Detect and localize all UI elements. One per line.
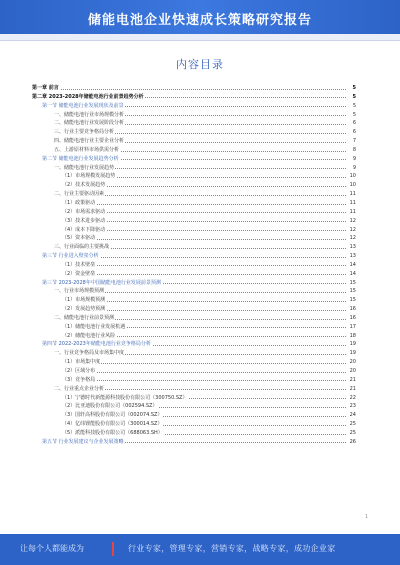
toc-entry-label: （3）国轩高科股份有限公司（002074.SZ）: [62, 412, 163, 419]
toc-entry[interactable]: [32, 119, 356, 128]
toc-entry-page: 5: [347, 84, 356, 93]
toc-entry-label: （5）资本驱动: [62, 235, 96, 242]
toc-entry-label: （4）亿纬锂能股份有限公司（300014.SZ）: [62, 421, 163, 428]
toc-entry[interactable]: [32, 323, 356, 332]
toc-entry[interactable]: [32, 376, 356, 385]
toc-entry-label: （3）技术进步驱动: [62, 217, 106, 224]
toc-entry-label: 三、行业面临的主要挑战: [54, 244, 110, 251]
toc-entry-label: 二、储能电池行业发展阶段分析: [54, 120, 125, 127]
toc-entry-label: 三、行业主要竞争格局分析: [54, 129, 115, 136]
toc-entry-label: （2）市场需求驱动: [62, 208, 106, 215]
toc-entry-page: 22: [347, 394, 356, 403]
toc-leader-dots: [32, 89, 346, 90]
toc-entry[interactable]: [32, 181, 356, 190]
toc-entry[interactable]: [32, 349, 356, 358]
toc-leader-dots: [62, 274, 346, 275]
toc-entry[interactable]: [32, 385, 356, 394]
toc-entry-page: 14: [347, 270, 356, 279]
toc-entry-label: （3）竞争格局: [62, 376, 96, 383]
toc-entry-label: 一、行业竞争格局及市场集中度: [54, 350, 125, 357]
toc-entry-page: 8: [347, 146, 356, 155]
toc-entry-page: 25: [347, 429, 356, 438]
toc-entry[interactable]: [32, 234, 356, 243]
toc-entry[interactable]: [32, 287, 356, 296]
toc-entry-label: 第一章 前言: [32, 85, 59, 91]
toc-entry-page: 16: [347, 314, 356, 323]
toc-entry[interactable]: [32, 429, 356, 438]
toc-entry-page: 7: [347, 137, 356, 146]
toc-entry[interactable]: [32, 402, 356, 411]
toc-entry-page: 25: [347, 420, 356, 429]
toc-entry-label: （2）资金壁垒: [62, 270, 96, 277]
toc-entry[interactable]: [32, 279, 356, 288]
toc-entry-page: 13: [347, 252, 356, 261]
toc-entry[interactable]: [32, 84, 356, 93]
toc-heading: 内容目录: [176, 58, 224, 71]
toc-entry[interactable]: [32, 146, 356, 155]
toc-entry-label: 五、上游原材料市场供需分析: [54, 146, 120, 153]
toc-entry[interactable]: [32, 217, 356, 226]
toc-entry[interactable]: [32, 394, 356, 403]
toc-entry[interactable]: [32, 367, 356, 376]
toc-entry-label: 第四节 2022-2023年储能电池行业竞争格局分析: [42, 341, 151, 348]
toc-entry-page: 11: [347, 208, 356, 217]
toc-entry-page: 19: [347, 340, 356, 349]
toc-entry-page: 9: [347, 155, 356, 164]
toc-entry-label: 第五节 行业发展建议与企业发展策略: [42, 438, 124, 445]
report-title: 储能电池企业快速成长策略研究报告: [87, 13, 312, 28]
toc-entry-label: 四、储能电池行业主要企业分析: [54, 138, 125, 145]
toc-entry-page: 10: [347, 181, 356, 190]
toc-entry-page: 12: [347, 234, 356, 243]
toc-entry-label: （2）比亚迪股份有限公司（002594.SZ）: [62, 403, 158, 410]
page-number: 1: [364, 514, 368, 520]
toc-entry-label: 二、储能电池行业前景预测: [54, 314, 115, 321]
toc-entry-page: 15: [347, 279, 356, 288]
toc-entry-page: 19: [347, 349, 356, 358]
toc-entry[interactable]: [32, 243, 356, 252]
toc-entry-page: 15: [347, 287, 356, 296]
toc-entry[interactable]: [32, 296, 356, 305]
toc-entry-label: 第三节 2023-2028年中国储能电池行业发展前景预测: [42, 279, 161, 286]
toc-entry-page: 5: [347, 111, 356, 120]
toc-entry[interactable]: [32, 252, 356, 261]
toc-entry-label: 第一节 储能电池行业发展现状及前景: [42, 102, 124, 109]
toc-leader-dots: [62, 363, 346, 364]
toc-entry-page: 5: [347, 93, 356, 102]
toc-leader-dots: [62, 204, 346, 205]
toc-leader-dots: [62, 380, 346, 381]
toc-leader-dots: [62, 265, 346, 266]
toc-entry[interactable]: [32, 261, 356, 270]
toc-entry[interactable]: [32, 164, 356, 173]
toc-entry-page: 15: [347, 296, 356, 305]
toc-entry-label: （2）区域分布: [62, 368, 96, 374]
toc-entry-page: 17: [347, 323, 356, 332]
toc-entry[interactable]: [32, 128, 356, 137]
footer-slogan-right: 行业专家，管理专家，营销专家，战略专家，成功企业家: [128, 544, 336, 553]
toc-entry-label: 二、行业主要驱动因素: [54, 191, 105, 198]
toc-entry-page: 26: [347, 438, 356, 447]
toc-entry-label: （1）市场规模发展趋势: [62, 173, 116, 180]
toc-entry-label: 二、行业重点企业分析: [54, 385, 105, 392]
toc-entry[interactable]: [32, 172, 356, 181]
document-page: [26, 44, 374, 524]
toc-entry-label: 第二节 储能电池行业发展趋势分析: [42, 155, 119, 162]
toc-entry[interactable]: [32, 199, 356, 208]
toc-entry-label: 一、储能电池行业发展趋势: [54, 164, 115, 171]
footer-divider: [112, 542, 114, 556]
toc-entry-page: 12: [347, 217, 356, 226]
toc-entry-page: 6: [347, 119, 356, 128]
toc-entry-page: 20: [347, 367, 356, 376]
footer-slogan-left: 让每个人都能成为: [20, 544, 84, 553]
toc-entry[interactable]: [32, 411, 356, 420]
toc-entry[interactable]: [32, 420, 356, 429]
report-footer-bar: [0, 534, 400, 565]
toc-entry-label: （2）技术发展趋势: [62, 182, 106, 189]
toc-entry-label: （1）政策驱动: [62, 199, 96, 206]
toc-entry-page: 11: [347, 199, 356, 208]
toc-entry-page: 10: [347, 172, 356, 181]
toc-entry-page: 9: [347, 164, 356, 173]
toc-entry[interactable]: [32, 93, 356, 102]
toc-entry-page: 12: [347, 226, 356, 235]
toc-entry-page: 5: [347, 102, 356, 111]
toc-entry-label: （1）宁德时代新能源科技股份有限公司（300750.SZ）: [62, 394, 188, 401]
toc-entry[interactable]: [32, 358, 356, 367]
toc-entry-label: 一、储能电池行业市场规模分析: [54, 111, 125, 118]
toc-entry-page: 11: [347, 190, 356, 199]
toc-entry-page: 24: [347, 411, 356, 420]
toc-entry-label: （5）派能科技股份有限公司（688063.SH）: [62, 429, 163, 436]
toc-entry[interactable]: [32, 226, 356, 235]
table-of-contents: [32, 84, 356, 447]
toc-entry-label: 第二章 2023-2028年储能电池行业前景趋势分析: [32, 93, 144, 100]
toc-entry-label: （4）成本下降驱动: [62, 226, 106, 233]
toc-entry[interactable]: [32, 111, 356, 120]
toc-entry[interactable]: [32, 340, 356, 349]
toc-entry[interactable]: [32, 155, 356, 164]
toc-entry-label: 一、行业市场规模预测: [54, 288, 105, 295]
toc-entry[interactable]: [32, 102, 356, 111]
toc-entry-page: 16: [347, 305, 356, 314]
toc-entry-page: 18: [347, 332, 356, 341]
toc-entry[interactable]: [32, 314, 356, 323]
toc-leader-dots: [62, 239, 346, 240]
header-stripe: [0, 34, 400, 41]
toc-entry[interactable]: [32, 438, 356, 447]
toc-entry[interactable]: [32, 190, 356, 199]
report-header-bar: [0, 0, 400, 34]
toc-entry[interactable]: [32, 137, 356, 146]
toc-entry-label: （2）发展趋势预测: [62, 306, 106, 313]
toc-entry[interactable]: [32, 305, 356, 314]
toc-entry-page: 13: [347, 243, 356, 252]
toc-entry-label: 第三节 行业进入壁垒分析: [42, 253, 99, 260]
toc-entry-page: 21: [347, 376, 356, 385]
toc-entry-page: 21: [347, 385, 356, 394]
toc-entry-label: （1）市场规模预测: [62, 297, 106, 304]
toc-entry-label: （2）储能电池行业风险: [62, 332, 116, 339]
toc-entry-label: （1）储能电池行业发展机遇: [62, 323, 126, 330]
toc-entry-label: （1）技术壁垒: [62, 261, 96, 268]
toc-entry-page: 14: [347, 261, 356, 270]
toc-entry-page: 20: [347, 358, 356, 367]
toc-entry[interactable]: [32, 332, 356, 341]
toc-entry[interactable]: [32, 270, 356, 279]
toc-entry-page: 6: [347, 128, 356, 137]
toc-entry[interactable]: [32, 208, 356, 217]
toc-entry-label: （1）市场集中度: [62, 359, 101, 366]
toc-entry-page: 23: [347, 402, 356, 411]
toc-leader-dots: [62, 372, 346, 373]
